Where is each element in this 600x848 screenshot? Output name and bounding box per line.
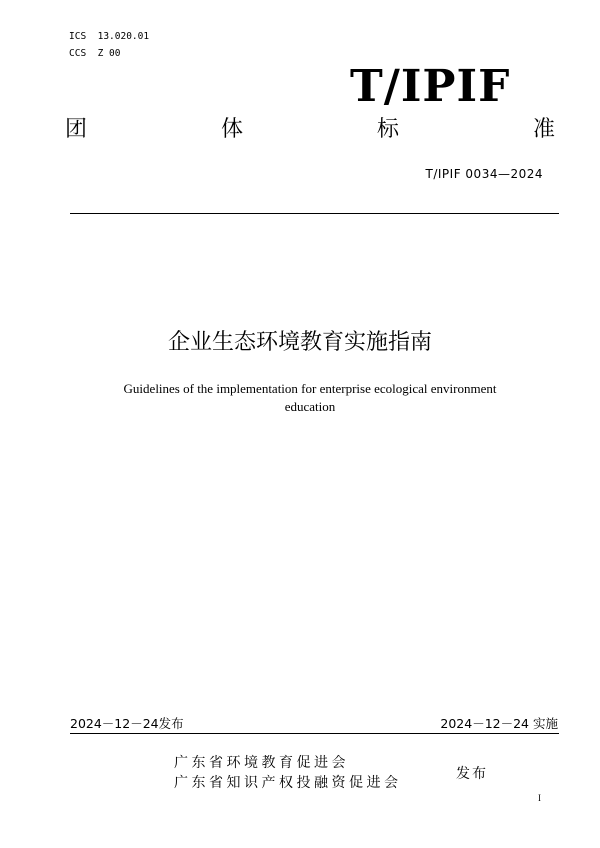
ccs-code: CCS Z 00 — [69, 48, 121, 59]
publisher-name: 广东省环境教育促进会 — [174, 755, 349, 771]
publishers — [174, 753, 402, 793]
publisher-name: 广东省知识产权投融资促进会 — [174, 775, 402, 791]
publish-label: 发布 — [456, 766, 488, 782]
title-chinese: 企业生态环境教育实施指南 — [167, 330, 432, 355]
classification-codes — [69, 28, 149, 62]
bottom-divider — [70, 733, 559, 734]
standard-type-heading — [65, 116, 555, 144]
page-number: I — [538, 793, 541, 803]
issue-date: 2024－12－24发布 — [70, 716, 184, 731]
standard-logo: T/IPIF — [350, 61, 511, 112]
standard-number: T/IPIF 0034—2024 — [425, 167, 543, 181]
standard-type-char: 团 — [65, 117, 88, 142]
title-english: Guidelines of the implementation for enterprise ecological environment education — [123, 381, 497, 414]
standard-type-char: 体 — [220, 117, 243, 142]
ics-code: ICS 13.020.01 — [69, 31, 150, 42]
top-divider — [70, 213, 559, 214]
standard-type-char: 准 — [532, 117, 555, 142]
implement-date: 2024－12－24 实施 — [440, 716, 558, 731]
standard-type-char: 标 — [376, 117, 399, 142]
